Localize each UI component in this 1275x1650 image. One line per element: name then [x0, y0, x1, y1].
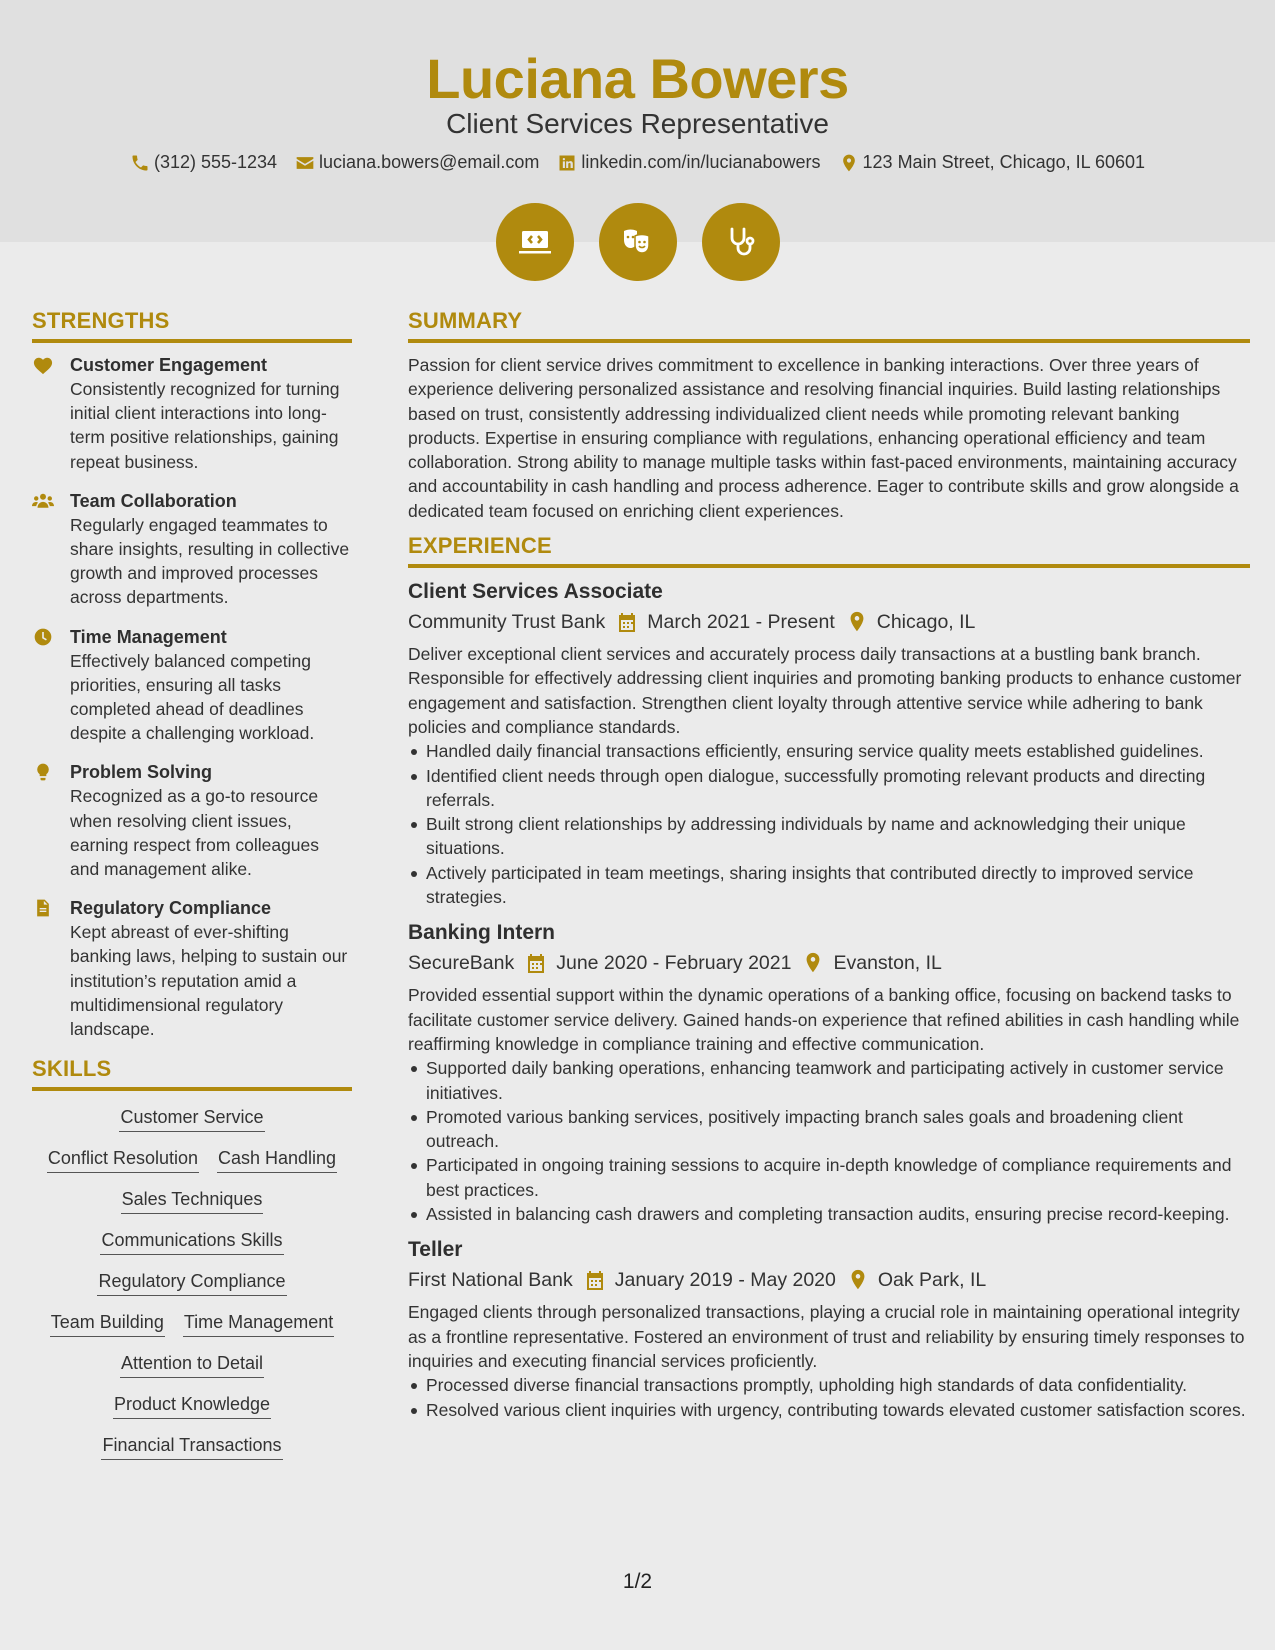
- envelope-icon: [295, 153, 315, 173]
- right-column: [408, 308, 1250, 1432]
- job-meta: [408, 606, 1250, 638]
- theater-masks-icon: [618, 222, 658, 262]
- job-bullet: Handled daily financial transactions efficiently, ensuring service quality meets established guidelines.: [408, 739, 1250, 763]
- strength-title: Regulatory Compliance: [70, 898, 272, 919]
- map-marker-icon: [847, 611, 867, 633]
- skill-tag: Time Management: [183, 1312, 334, 1337]
- job-meta: [408, 1264, 1250, 1296]
- contact-bar: [0, 152, 1275, 173]
- job-bullets: [408, 739, 1250, 909]
- summary-text: Passion for client service drives commitment to excellence in banking interactions. Over three years of experience delivering personalized assistance and resolving financial inquiries. Build lasting relationships based on trust, consistently addressing individualized client needs while promoting relevant banking products. Expertise in ensuring compliance with regulations, enhancing operational efficiency and team collaboration. Strong ability to manage multiple tasks within fast-paced environments, maintaining accuracy and accountability in cash handling and process adherence. Eager to contribute skills and grow alongside a dedicated team focused on enriching client experiences.: [408, 355, 1239, 521]
- skill-tag: Regulatory Compliance: [97, 1271, 286, 1296]
- map-marker-icon: [839, 153, 859, 173]
- job-description: Deliver exceptional client services and accurately process daily transactions at a bustling bank branch. Responsible for effectively addressing client inquiries and promoting banking products to enhance customer engagement and satisfaction. Strengthen client loyalty through attentive service while adhering to bank policies and compliance standards.: [408, 644, 1242, 737]
- skill-tag: Attention to Detail: [120, 1353, 264, 1378]
- address-text: 123 Main Street, Chicago, IL 60601: [862, 152, 1146, 172]
- phone-icon: [130, 153, 150, 173]
- job-bullet: Resolved various client inquiries with urgency, contributing towards elevated customer satisfaction scores.: [408, 1398, 1250, 1422]
- job-description: Provided essential support within the dynamic operations of a banking office, focusing on backend tasks to facilitate customer service delivery. Gained hands-on experience that refined abilities in cash handling while reaffirming knowledge in compliance training and effective communication.: [408, 985, 1240, 1054]
- contact-address: [839, 152, 1146, 173]
- job-bullet: Identified client needs through open dialogue, successfully promoting relevant products and directing referrals.: [408, 764, 1250, 813]
- job-title: Teller: [408, 1238, 463, 1262]
- strength-title: Problem Solving: [70, 762, 213, 783]
- skill-tag: Conflict Resolution: [47, 1148, 199, 1173]
- skills-list: [32, 1101, 352, 1460]
- strength-desc: Recognized as a go-to resource when resolving client issues, earning respect from colleagues and management alike.: [70, 786, 320, 880]
- job-entry: [408, 578, 1250, 909]
- skill-tag: Financial Transactions: [101, 1435, 282, 1460]
- strength-title: Customer Engagement: [70, 355, 268, 375]
- strength-item: [32, 896, 352, 1041]
- page-number: 1/2: [622, 1570, 653, 1593]
- strength-title: Team Collaboration: [70, 490, 237, 511]
- contact-phone: [130, 152, 277, 173]
- calendar-icon: [617, 611, 637, 633]
- job-meta: [408, 947, 1250, 979]
- stethoscope-badge: [702, 203, 780, 281]
- laptop-code-icon: [515, 222, 555, 262]
- job-description: Engaged clients through personalized transactions, playing a crucial role in maintaining operational integrity as a frontline representative. Fostered an environment of trust and reliability by ensuring timely responses to inquiries and executing financial services proficiently.: [408, 1302, 1245, 1371]
- job-bullet: Actively participated in team meetings, sharing insights that contributed directly to improved service strategies.: [408, 861, 1250, 910]
- job-location: Chicago, IL: [876, 611, 976, 634]
- theater-masks-badge: [599, 203, 677, 281]
- clock-icon: [32, 627, 54, 647]
- job-bullet: Processed diverse financial transactions promptly, upholding high standards of data confidentiality.: [408, 1373, 1250, 1397]
- skill-tag: Communications Skills: [100, 1230, 283, 1255]
- summary-heading: SUMMARY: [408, 308, 1250, 343]
- job-dates: June 2020 - February 2021: [556, 952, 792, 975]
- email-link[interactable]: luciana.bowers@email.com: [319, 152, 540, 172]
- laptop-code-badge: [496, 203, 574, 281]
- candidate-title: Client Services Representative: [446, 108, 829, 139]
- job-dates: January 2019 - May 2020: [614, 1269, 836, 1292]
- strength-desc: Kept abreast of ever-shifting banking laws, helping to sustain our institution’s reputation amid a multidimensional regulatory landscape.: [70, 922, 348, 1040]
- job-bullets: [408, 1373, 1250, 1422]
- linkedin-link[interactable]: linkedin.com/in/lucianabowers: [581, 152, 821, 172]
- job-entry: [408, 1236, 1250, 1421]
- contact-linkedin[interactable]: [557, 152, 820, 173]
- phone-text: (312) 555-1234: [153, 152, 278, 172]
- job-title: Banking Intern: [408, 921, 556, 945]
- strength-desc: Regularly engaged teammates to share insights, resulting in collective growth and improved processes across departments.: [70, 514, 350, 608]
- job-company: Community Trust Bank: [408, 611, 606, 634]
- left-column: [32, 308, 352, 1460]
- users-icon: [32, 491, 54, 511]
- strength-item: [32, 625, 352, 746]
- job-bullet: Assisted in balancing cash drawers and completing transaction audits, ensuring precise record-keeping.: [408, 1202, 1250, 1226]
- job-title: Client Services Associate: [408, 580, 663, 604]
- job-company: First National Bank: [408, 1269, 573, 1292]
- candidate-name: Luciana Bowers: [426, 47, 849, 110]
- job-bullet: Participated in ongoing training sessions to acquire in-depth knowledge of compliance requirements and best practices.: [408, 1153, 1250, 1202]
- strength-item: [32, 353, 352, 474]
- job-bullets: [408, 1056, 1250, 1226]
- calendar-icon: [585, 1269, 605, 1291]
- strength-title: Time Management: [70, 626, 227, 647]
- strength-item: [32, 760, 352, 881]
- skill-tag: Team Building: [50, 1312, 165, 1337]
- skill-tag: Product Knowledge: [113, 1394, 271, 1419]
- linkedin-icon: [557, 153, 577, 173]
- calendar-icon: [526, 952, 546, 974]
- skills-heading: SKILLS: [32, 1056, 352, 1091]
- heart-icon: [32, 355, 54, 375]
- job-location: Evanston, IL: [833, 952, 942, 975]
- strengths-heading: STRENGTHS: [32, 308, 352, 343]
- map-marker-icon: [848, 1269, 868, 1291]
- skill-tag: Cash Handling: [217, 1148, 337, 1173]
- lightbulb-icon: [32, 762, 54, 782]
- job-company: SecureBank: [408, 952, 515, 975]
- job-entry: [408, 919, 1250, 1226]
- job-bullet: Built strong client relationships by addressing individuals by name and acknowledging their unique situations.: [408, 812, 1250, 861]
- job-location: Oak Park, IL: [877, 1269, 987, 1292]
- stethoscope-icon: [721, 222, 761, 262]
- job-bullet: Supported daily banking operations, enhancing teamwork and participating actively in customer service initiatives.: [408, 1056, 1250, 1105]
- experience-heading: EXPERIENCE: [408, 533, 1250, 568]
- job-dates: March 2021 - Present: [647, 611, 835, 634]
- strength-desc: Effectively balanced competing priorities, ensuring all tasks completed ahead of deadlines despite a challenging workload.: [70, 650, 315, 744]
- skill-tag: Sales Techniques: [121, 1189, 264, 1214]
- strength-item: [32, 489, 352, 610]
- contact-email[interactable]: [295, 152, 539, 173]
- strength-desc: Consistently recognized for turning initial client interactions into long-term positive relationships, gaining repeat business.: [70, 379, 340, 472]
- skill-tag: Customer Service: [119, 1107, 264, 1132]
- resume-header: [0, 0, 1275, 242]
- job-bullet: Promoted various banking services, positively impacting branch sales goals and broadening client outreach.: [408, 1105, 1250, 1154]
- document-icon: [32, 898, 54, 918]
- badge-row: [0, 203, 1275, 281]
- map-marker-icon: [803, 952, 823, 974]
